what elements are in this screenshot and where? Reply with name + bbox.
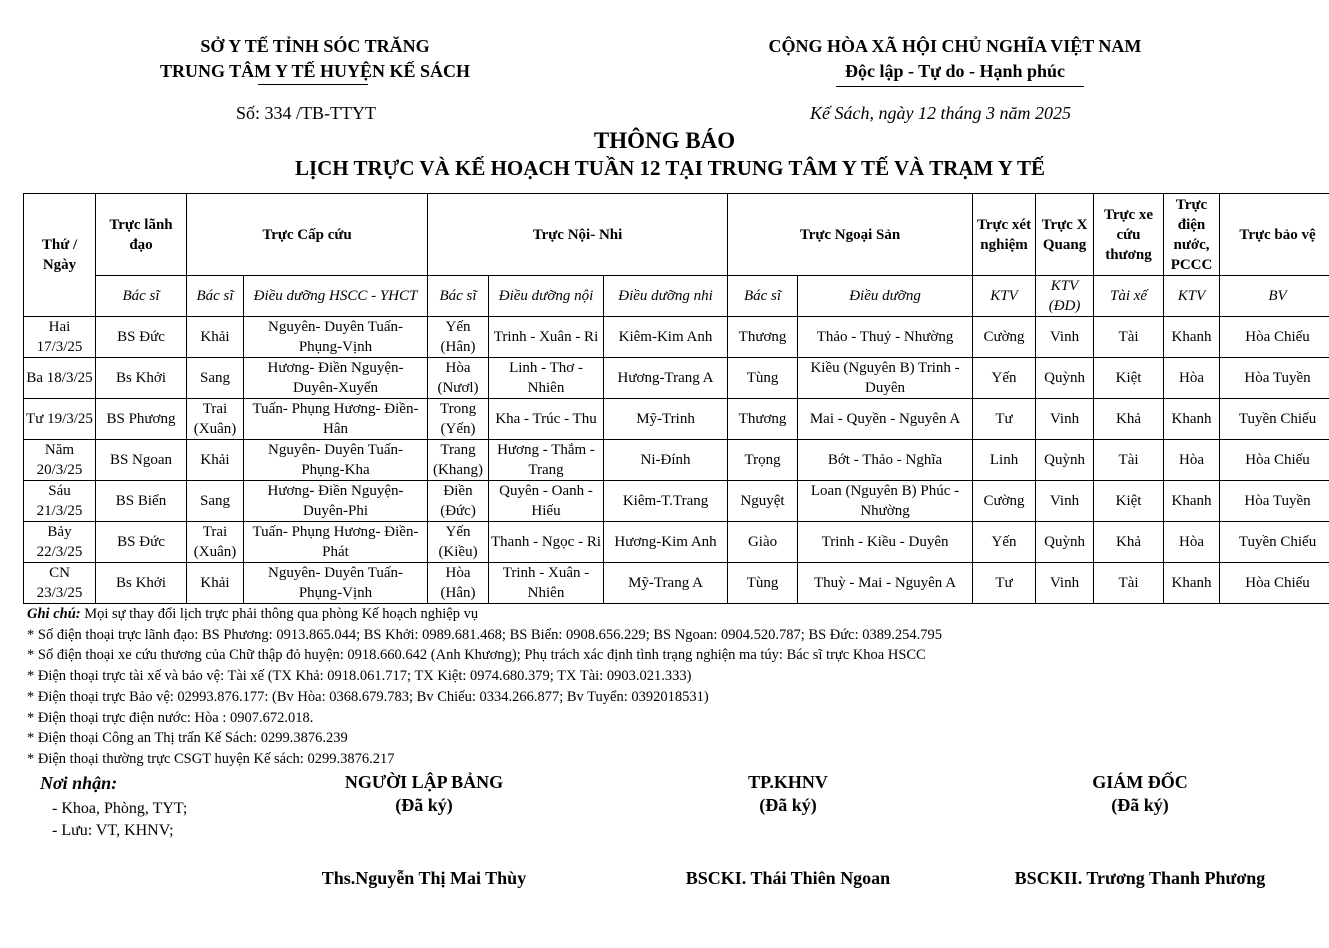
duty-cell: Quỳnh [1036,358,1094,399]
signature-title: GIÁM ĐỐC [1092,772,1188,792]
table-row [24,317,1329,358]
subheader-cell: Bác sĩ [728,276,798,317]
duty-cell: Kiệt [1094,481,1164,522]
subheader-cell: KTV [1164,276,1220,317]
duty-cell: Trọng [728,440,798,481]
duty-cell: Tuấn- Phụng Hương- Điền-Hân [244,399,428,440]
duty-cell: Quỳnh [1036,522,1094,563]
table-row [24,399,1329,440]
duty-cell: Nguyên- Duyên Tuấn- Phụng-Kha [244,440,428,481]
duty-cell: Ni-Đính [604,440,728,481]
duty-schedule-table [23,193,1329,604]
agency-name: SỞ Y TẾ TỈNH SÓC TRĂNG [200,36,430,56]
duty-cell: Tài [1094,563,1164,604]
note-line: * Số điện thoại trực lãnh đạo: BS Phương: 0913.865.044; BS Khởi: 0989.681.468; BS Biển: 0908.656.229; BS Ngoan: 0904.520.787; BS Đức: 0389.254.795 [27,626,942,643]
header-row-groups [24,194,1329,276]
duty-cell: Loan (Nguyên B) Phúc - Nhường [798,481,973,522]
duty-cell: Hòa [1164,358,1220,399]
duty-cell: Hòa Chiếu [1220,563,1329,604]
notes-section [27,604,942,770]
duty-cell: Yến (Kiều) [428,522,489,563]
note-line: * Số điện thoại xe cứu thương của Chữ thập đỏ huyện: 0918.660.642 (Anh Khương); Phụ trách xác định tình trạng nghiện ma túy: Bác sĩ trực Khoa HSCC [27,647,926,664]
col-emergency: Trực Cấp cứu [187,194,428,276]
signature-block-khnv [658,772,918,816]
duty-cell: Hòa [1164,522,1220,563]
duty-cell: Khả [1094,522,1164,563]
duty-cell: Tư [973,399,1036,440]
duty-cell: Mỹ-Trinh [604,399,728,440]
duty-cell: Tuyền Chiếu [1220,522,1329,563]
motto: Độc lập - Tự do - Hạnh phúc [844,61,1066,81]
subheader-cell: Điều dưỡng HSCC - YHCT [244,276,428,317]
duty-cell: Nguyên- Duyên Tuấn- Phụng-Vịnh [244,317,428,358]
duty-cell: Trai (Xuân) [187,522,244,563]
duty-cell: Thanh - Ngọc - Ri [489,522,604,563]
table-row [24,481,1329,522]
duty-cell: Yến (Hân) [428,317,489,358]
col-internal-pediatrics: Trực Nội- Nhi [428,194,728,276]
signature-title: TP.KHNV [748,772,828,792]
duty-cell: Bs Khởi [96,358,187,399]
duty-cell: BS Ngoan [96,440,187,481]
duty-cell: Vinh [1036,563,1094,604]
duty-cell: Kiệt [1094,358,1164,399]
duty-cell: Linh - Thơ - Nhiên [489,358,604,399]
day-cell: CN 23/3/25 [24,563,96,604]
duty-cell: Kiêm-T.Trang [604,481,728,522]
col-utility: Trực điện nước, PCCC [1164,194,1220,276]
duty-cell: Vinh [1036,399,1094,440]
duty-cell: Kiêm-Kim Anh [604,317,728,358]
table-row [24,563,1329,604]
duty-cell: Hương-Trang A [604,358,728,399]
col-day: Thứ / Ngày [24,194,96,317]
col-surgery-obstetrics: Trực Ngoại Sản [728,194,973,276]
duty-cell: Yến [973,522,1036,563]
subheader-cell: KTV [973,276,1036,317]
duty-cell: Trong (Yến) [428,399,489,440]
recipient-item: - Khoa, Phòng, TYT; [52,800,188,817]
notes-lines [27,625,942,770]
left-header-rule [258,84,368,85]
recipients-label: Nơi nhận: [40,773,118,793]
duty-cell: Hòa Chiếu [1220,317,1329,358]
duty-cell: Tuyền Chiếu [1220,399,1329,440]
duty-cell: Vinh [1036,317,1094,358]
duty-cell: Khải [187,440,244,481]
day-cell: Ba 18/3/25 [24,358,96,399]
signature-block-preparer [294,772,554,816]
note-line: * Điện thoại trực tài xế và bảo vệ: Tài xế (TX Khả: 0918.061.717; TX Kiệt: 0974.680.379; TX Tài: 0903.021.333) [27,668,692,685]
duty-cell: Sang [187,358,244,399]
col-leader: Trực lãnh đạo [96,194,187,276]
signature-status: (Đã ký) [1111,795,1169,815]
subheader-cell: Điều dưỡng nội [489,276,604,317]
recipients-list [52,798,187,842]
duty-cell: Tùng [728,563,798,604]
duty-cell: BS Phương [96,399,187,440]
day-cell: Hai 17/3/25 [24,317,96,358]
duty-cell: Tài [1094,440,1164,481]
document-number: Số: 334 /TB-TTYT [236,103,376,123]
notes-label: Ghi chú: [27,606,81,622]
duty-cell: Hương-Kim Anh [604,522,728,563]
duty-cell: Trinh - Xuân - Nhiên [489,563,604,604]
header-row-roles [24,276,1329,317]
document-date: Kế Sách, ngày 12 tháng 3 năm 2025 [810,103,1071,123]
table-row [24,440,1329,481]
subheader-cell: Bác sĩ [187,276,244,317]
duty-cell: Kha - Trúc - Thu [489,399,604,440]
signature-block-director [1010,772,1270,816]
notice-title: THÔNG BÁO [593,128,736,153]
note-line: * Điện thoại trực Bảo vệ: 02993.876.177: (Bv Hòa: 0368.679.783; Bv Chiếu: 0334.266.877; Bv Tuyển: 0392018531) [27,688,709,705]
duty-cell: Mỹ-Trang A [604,563,728,604]
duty-cell: Tư [973,563,1036,604]
duty-cell: Hòa (Nươl) [428,358,489,399]
day-cell: Sáu 21/3/25 [24,481,96,522]
duty-cell: Hương - Thắm - Trang [489,440,604,481]
signature-status: (Đã ký) [395,795,453,815]
col-xray: Trực X Quang [1036,194,1094,276]
signature-title: NGƯỜI LẬP BẢNG [344,772,504,792]
col-ambulance: Trực xe cứu thương [1094,194,1164,276]
duty-cell: Cường [973,481,1036,522]
duty-cell: Khanh [1164,317,1220,358]
table-row [24,522,1329,563]
duty-cell: Khanh [1164,481,1220,522]
duty-cell: Trang (Khang) [428,440,489,481]
duty-cell: Thương [728,317,798,358]
signature-name-khnv: BSCKI. Thái Thiên Ngoan [685,868,891,888]
note-line: * Điện thoại trực điện nước: Hòa : 0907.672.018. [27,709,314,726]
duty-cell: Hòa Tuyền [1220,481,1329,522]
duty-cell: Hòa [1164,440,1220,481]
duty-cell: Khải [187,563,244,604]
duty-cell: Khải [187,317,244,358]
duty-cell: Kiều (Nguyên B) Trinh - Duyên [798,358,973,399]
signature-status: (Đã ký) [759,795,817,815]
duty-cell: Yến [973,358,1036,399]
duty-cell: Vinh [1036,481,1094,522]
table-row [24,358,1329,399]
subheader-cell: Tài xế [1094,276,1164,317]
duty-cell: Cường [973,317,1036,358]
duty-cell: Linh [973,440,1036,481]
duty-cell: Trai (Xuân) [187,399,244,440]
duty-cell: Bs Khởi [96,563,187,604]
duty-cell: Sang [187,481,244,522]
center-name: TRUNG TÂM Y TẾ HUYỆN KẾ SÁCH [159,61,471,81]
duty-cell: Mai - Quyền - Nguyên A [798,399,973,440]
subheader-cell: BV [1220,276,1329,317]
col-lab: Trực xét nghiệm [973,194,1036,276]
motto-underline [836,86,1084,87]
duty-cell: Quỳnh [1036,440,1094,481]
duty-cell: BS Đức [96,317,187,358]
duty-cell: Nguyệt [728,481,798,522]
duty-cell: Thuỳ - Mai - Nguyên A [798,563,973,604]
duty-cell: Thảo - Thuỷ - Nhường [798,317,973,358]
duty-cell: Tài [1094,317,1164,358]
day-cell: Năm 20/3/25 [24,440,96,481]
duty-cell: Hương- Điền Nguyện- Duyên-Xuyến [244,358,428,399]
duty-cell: Tuấn- Phụng Hương- Điền-Phát [244,522,428,563]
duty-cell: Tùng [728,358,798,399]
subheader-cell: Điều dưỡng nhi [604,276,728,317]
signature-name-preparer: Ths.Nguyễn Thị Mai Thùy [321,868,527,888]
duty-cell: BS Biển [96,481,187,522]
subheader-cell: KTV (ĐD) [1036,276,1094,317]
duty-cell: Hòa Chiếu [1220,440,1329,481]
col-security: Trực bảo vệ [1220,194,1329,276]
duty-cell: Trinh - Xuân - Ri [489,317,604,358]
notice-subtitle: LỊCH TRỰC VÀ KẾ HOẠCH TUẦN 12 TẠI TRUNG TÂM Y TẾ VÀ TRẠM Y TẾ [294,156,1046,180]
country-name: CỘNG HÒA XÃ HỘI CHỦ NGHĨA VIỆT NAM [768,36,1142,56]
duty-cell: Điền (Đức) [428,481,489,522]
subheader-cell: Bác sĩ [96,276,187,317]
note-line: * Điện thoại thường trực CSGT huyện Kế sách: 0299.3876.217 [27,750,395,767]
duty-cell: Giào [728,522,798,563]
duty-cell: Quyên - Oanh - Hiếu [489,481,604,522]
recipient-item: - Lưu: VT, KHNV; [52,822,174,839]
note-line: * Điện thoại Công an Thị trấn Kế Sách: 0299.3876.239 [27,730,348,747]
duty-cell: Khả [1094,399,1164,440]
duty-cell: Hương- Điền Nguyện- Duyên-Phi [244,481,428,522]
duty-cell: Hòa Tuyền [1220,358,1329,399]
notes-first-text: Mọi sự thay đổi lịch trực phải thông qua phòng Kế hoạch nghiệp vụ [80,606,479,622]
subheader-cell: Điều dưỡng [798,276,973,317]
day-cell: Tư 19/3/25 [24,399,96,440]
duty-cell: Hòa (Hân) [428,563,489,604]
duty-cell: Trinh - Kiều - Duyên [798,522,973,563]
day-cell: Bảy 22/3/25 [24,522,96,563]
signature-name-director: BSCKII. Trương Thanh Phương [1014,868,1266,888]
duty-cell: Bớt - Thảo - Nghĩa [798,440,973,481]
duty-cell: Thương [728,399,798,440]
notes-first-line [27,604,942,625]
duty-cell: BS Đức [96,522,187,563]
duty-cell: Nguyên- Duyên Tuấn- Phụng-Vịnh [244,563,428,604]
duty-cell: Khanh [1164,563,1220,604]
subheader-cell: Bác sĩ [428,276,489,317]
duty-cell: Khanh [1164,399,1220,440]
